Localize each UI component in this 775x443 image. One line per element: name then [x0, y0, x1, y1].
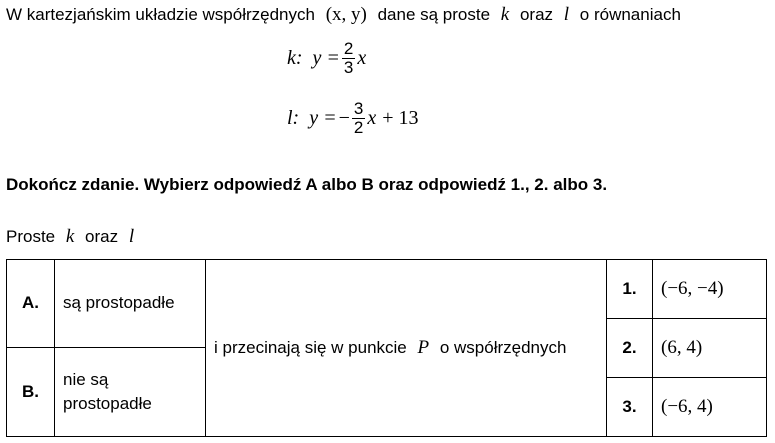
equation-l	[287, 100, 419, 137]
answer-table	[6, 259, 767, 437]
intro-text-after: o równaniach	[579, 5, 681, 24]
equation-k-denominator: 3	[343, 57, 354, 77]
option-a-label[interactable]: A.	[7, 260, 55, 348]
equation-k	[287, 40, 366, 77]
equation-l-minus: −	[338, 106, 350, 129]
option-2-value[interactable]: (6, 4)	[653, 318, 767, 377]
equation-l-var: x	[367, 106, 377, 129]
intro-k: k	[500, 4, 510, 25]
option-b-label[interactable]: B.	[7, 347, 55, 437]
option-2-label[interactable]: 2.	[607, 318, 653, 377]
intro-text-mid: dane są proste	[377, 5, 491, 24]
equation-l-rest: + 13	[382, 106, 419, 129]
stem-k: k	[65, 226, 75, 247]
stem-and: oraz	[85, 227, 119, 246]
equation-l-lhs: y =	[309, 106, 337, 129]
equation-k-fraction	[342, 40, 355, 77]
equation-l-name: l:	[287, 106, 300, 129]
option-1-label[interactable]: 1.	[607, 260, 653, 319]
equation-k-lhs: y =	[312, 46, 340, 69]
option-3-label[interactable]: 3.	[607, 378, 653, 437]
stem	[6, 226, 140, 248]
instruction: Dokończ zdanie. Wybierz odpowiedź A albo B oraz odpowiedź 1., 2. albo 3.	[6, 175, 608, 194]
middle-point: P	[417, 337, 430, 358]
equation-l-denominator: 2	[353, 117, 364, 137]
option-b-text-content: nie są prostopadłe	[63, 369, 152, 413]
option-1-value[interactable]: (−6, −4)	[653, 260, 767, 319]
intro-and: oraz	[519, 5, 554, 24]
equation-l-numerator: 3	[353, 99, 364, 118]
intro-l: l	[563, 4, 570, 25]
middle-text: i przecinają się w punkcie	[214, 338, 407, 357]
middle-text-after: o współrzędnych	[439, 338, 567, 357]
option-3-value[interactable]: (−6, 4)	[653, 378, 767, 437]
equation-l-fraction	[352, 100, 365, 137]
intro-coords: (x, y)	[325, 4, 367, 25]
intro-text-before: W kartezjańskim układzie współrzędnych	[6, 5, 315, 24]
option-a-text[interactable]: są prostopadłe	[55, 260, 206, 348]
stem-l: l	[128, 226, 135, 247]
middle-cell	[206, 260, 607, 437]
equation-k-var: x	[357, 46, 367, 69]
option-b-text[interactable]	[55, 347, 206, 437]
equation-k-numerator: 2	[343, 39, 354, 58]
intro-line	[6, 4, 681, 26]
equation-k-name: k:	[287, 46, 303, 69]
stem-text: Proste	[6, 227, 56, 246]
